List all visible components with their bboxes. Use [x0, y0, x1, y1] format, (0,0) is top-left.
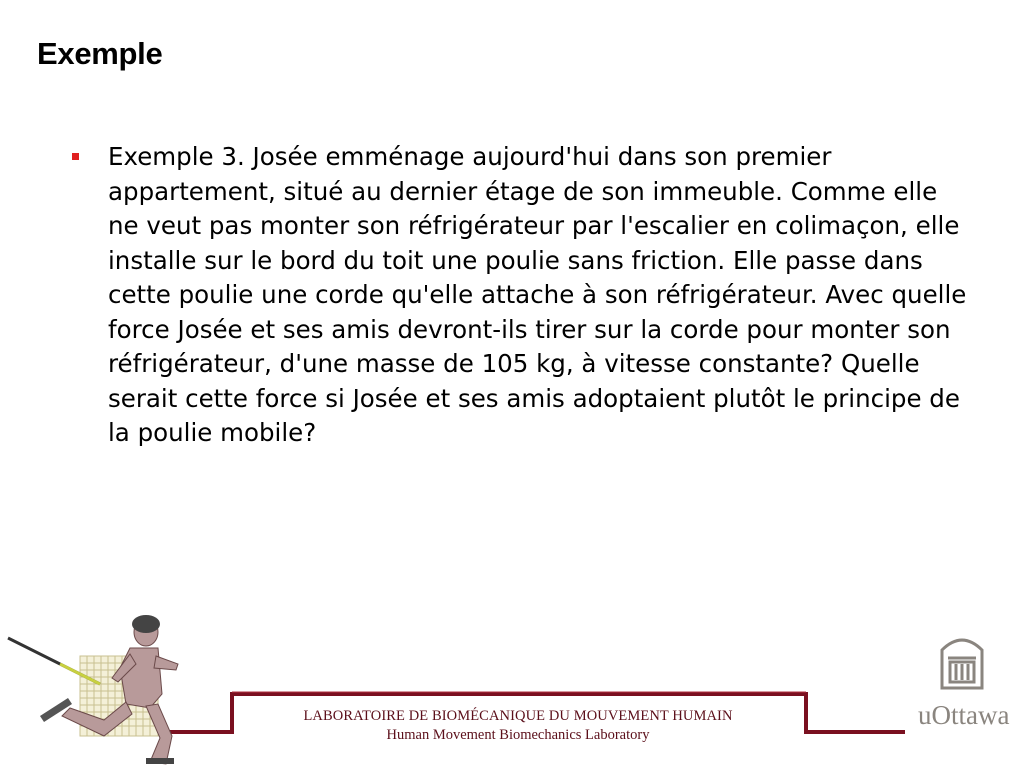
bullet-list	[70, 140, 970, 451]
runner-illustration	[0, 612, 200, 768]
square-bullet-icon	[72, 153, 79, 160]
uottawa-logo-text: uOttawa	[918, 700, 1010, 730]
bullet-item	[70, 140, 970, 451]
lab-name-en: Human Movement Biomechanics Laboratory	[386, 727, 650, 743]
lab-name-fr: LABORATOIRE DE BIOMÉCANIQUE DU MOUVEMENT HUMAIN	[303, 708, 733, 724]
bullet-text: Exemple 3. Josée emménage aujourd'hui dans son premier appartement, situé au dernier étage de son immeuble. Comme elle ne veut pas monter son réfrigérateur par l'escalier en colimaçon, elle installe sur le bord du toit une poulie sans friction. Elle passe dans cette poulie une corde qu'elle attache à son réfrigérateur. Avec quelle force Josée et ses amis devront-ils tirer sur la corde pour monter son réfrigérateur, d'une masse de 105 kg, à vitesse constante? Quelle serait cette force si Josée et ses amis adoptaient plutôt le principe de la poulie mobile?	[108, 142, 967, 447]
slide-title: Exemple	[37, 36, 163, 71]
footer-lab-name	[232, 707, 804, 745]
